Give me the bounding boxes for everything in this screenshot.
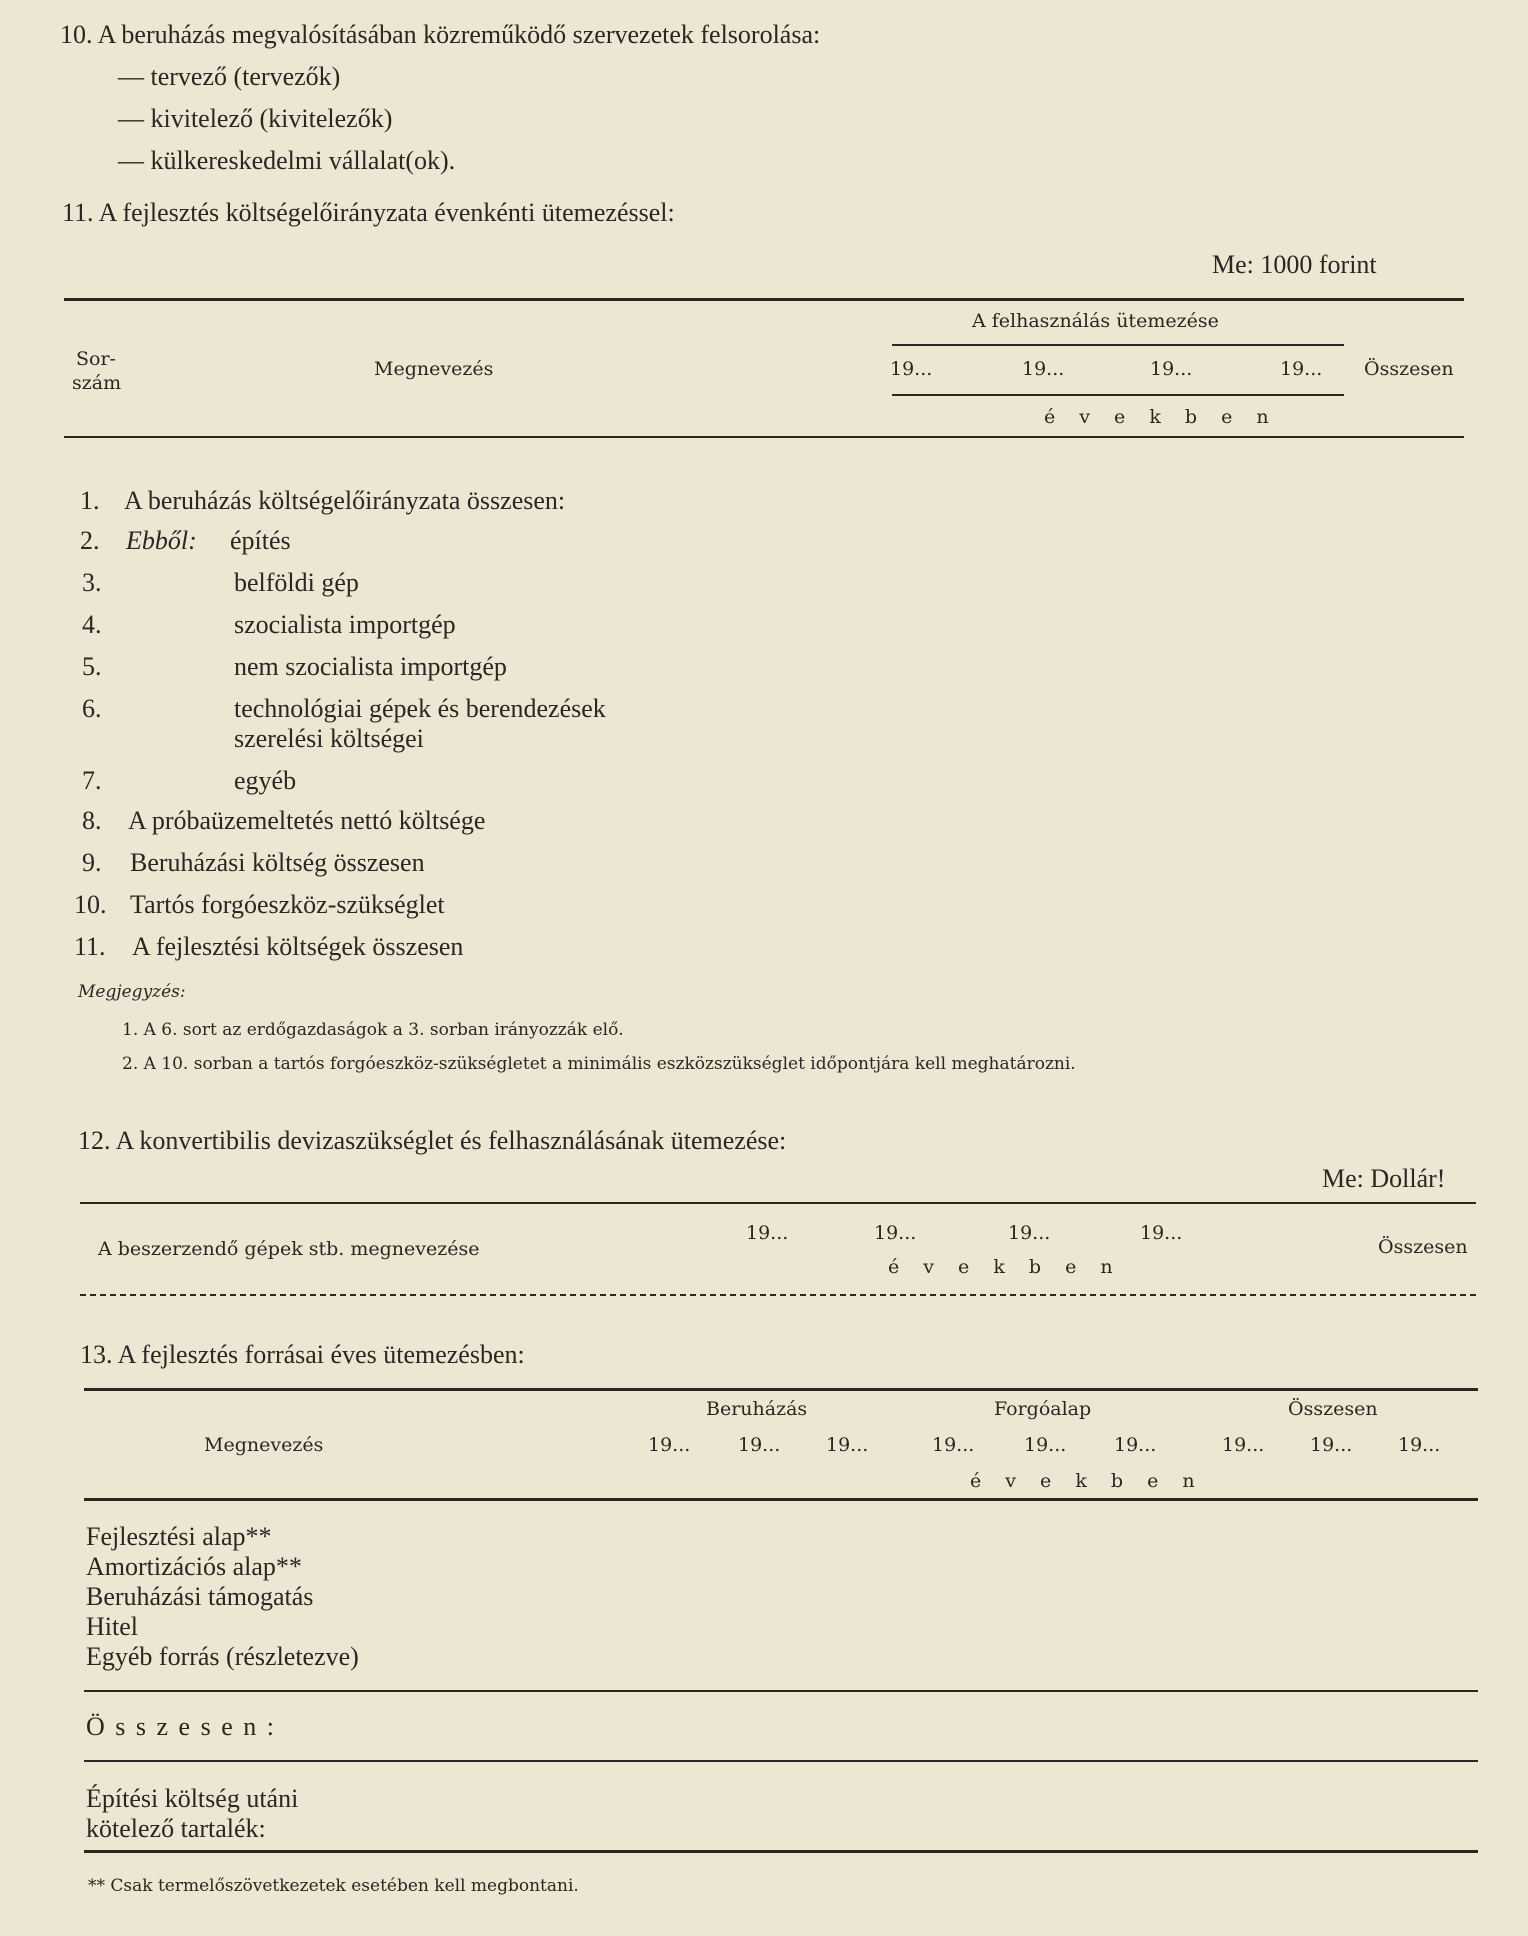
row-number: 2.	[80, 526, 100, 555]
col-header-year: 19...	[1398, 1434, 1441, 1456]
row-number: 4.	[82, 610, 102, 639]
source-item: Hitel	[86, 1612, 138, 1641]
row-number: 7.	[82, 766, 102, 795]
row-label: A beruházás költségelőirányzata összesen:	[124, 486, 566, 515]
col-header-total: Összesen	[1378, 1236, 1468, 1258]
col-header-year: 19...	[1222, 1434, 1265, 1456]
note: 1. A 6. sort az erdőgazdaságok a 3. sorban irányozzák elő.	[122, 1020, 624, 1040]
row-label: Beruházási költség összesen	[130, 848, 425, 877]
col-header-year: 19...	[1114, 1434, 1157, 1456]
source-item: Amortizációs alap**	[86, 1552, 302, 1581]
note: 2. A 10. sorban a tartós forgóeszköz-szükségletet a minimális eszközszükséglet időpontjára kell meghatározni.	[122, 1054, 1076, 1074]
col-header-year: 19...	[1140, 1222, 1183, 1244]
source-item: Egyéb forrás (részletezve)	[86, 1642, 359, 1671]
section10-item: — kivitelező (kivitelezők)	[118, 104, 393, 133]
col-group-header: Beruházás	[706, 1398, 808, 1420]
row-number: 11.	[74, 932, 106, 961]
col-header-evekben: é v e k b e n	[1044, 406, 1278, 428]
col-header-year: 19...	[1280, 358, 1323, 380]
col-header-year: 19...	[738, 1434, 781, 1456]
col-header-year: 19...	[874, 1222, 917, 1244]
col-header-evekben: é v e k b e n	[888, 1256, 1122, 1278]
row-label: technológiai gépek és berendezések	[234, 694, 606, 723]
row-number: 8.	[82, 806, 102, 835]
table-rule	[84, 1760, 1478, 1762]
section13-title: 13. A fejlesztés forrásai éves ütemezésben:	[80, 1340, 525, 1369]
col-header-sorszam: Sor-	[76, 348, 116, 370]
table-rule	[64, 298, 1464, 301]
col-header-year: 19...	[1022, 358, 1065, 380]
source-item: Beruházási támogatás	[86, 1582, 314, 1611]
col-header-group: A felhasználás ütemezése	[972, 310, 1219, 332]
reserve-label: Építési költség utáni	[86, 1784, 299, 1813]
col-header-sorszam: szám	[72, 372, 122, 394]
col-header-year: 19...	[1024, 1434, 1067, 1456]
row-number: 3.	[82, 568, 102, 597]
row-label: szocialista importgép	[234, 610, 456, 639]
row-number: 1.	[80, 486, 100, 515]
table-rule	[64, 436, 1464, 438]
table-rule	[80, 1294, 1476, 1296]
col-header-year: 19...	[890, 358, 933, 380]
row-number: 10.	[74, 890, 107, 919]
col-header-megnevezes: A beszerzendő gépek stb. megnevezése	[98, 1238, 480, 1260]
col-group-header: Forgóalap	[994, 1398, 1092, 1420]
col-header-year: 19...	[1008, 1222, 1051, 1244]
table-rule	[84, 1690, 1478, 1692]
row-label: A fejlesztési költségek összesen	[132, 932, 464, 961]
row-label: egyéb	[234, 766, 297, 795]
note-title: Megjegyzés:	[78, 982, 186, 1002]
col-header-year: 19...	[746, 1222, 789, 1244]
col-group-header: Összesen	[1288, 1398, 1378, 1420]
total-label: Ö s s z e s e n :	[86, 1712, 276, 1741]
footnote: ** Csak termelőszövetkezetek esetében kell megbontani.	[88, 1876, 579, 1896]
row-label: építés	[230, 526, 291, 555]
reserve-label: kötelező tartalék:	[86, 1814, 266, 1843]
section10-title: 10. A beruházás megvalósításában közreműködő szervezetek felsorolása:	[60, 20, 821, 49]
row-prefix: Ebből:	[126, 526, 197, 555]
table-rule	[84, 1388, 1478, 1391]
section11-title: 11. A fejlesztés költségelőirányzata évenkénti ütemezéssel:	[62, 198, 675, 227]
row-label: nem szocialista importgép	[234, 652, 507, 681]
col-header-evekben: é v e k b e n	[970, 1470, 1204, 1492]
section11-unit: Me: 1000 forint	[1212, 250, 1377, 279]
section12-unit: Me: Dollár!	[1322, 1164, 1446, 1193]
row-label: A próbaüzemeltetés nettó költsége	[128, 806, 486, 835]
row-label: Tartós forgóeszköz-szükséglet	[130, 890, 445, 919]
col-header-year: 19...	[1310, 1434, 1353, 1456]
row-label: belföldi gép	[234, 568, 359, 597]
col-header-year: 19...	[1150, 358, 1193, 380]
table-rule	[84, 1498, 1478, 1501]
col-header-year: 19...	[826, 1434, 869, 1456]
col-header-megnevezes: Megnevezés	[374, 358, 494, 380]
section10-item: — külkereskedelmi vállalat(ok).	[118, 146, 456, 175]
row-number: 5.	[82, 652, 102, 681]
row-number: 9.	[82, 848, 102, 877]
col-header-year: 19...	[932, 1434, 975, 1456]
table-rule	[80, 1202, 1476, 1204]
col-header-year: 19...	[648, 1434, 691, 1456]
row-number: 6.	[82, 694, 102, 723]
group-rule	[892, 394, 1344, 396]
row-label-continued: szerelési költségei	[234, 724, 424, 753]
col-header-megnevezes: Megnevezés	[204, 1434, 324, 1456]
group-rule	[892, 344, 1344, 346]
table-rule	[84, 1850, 1478, 1853]
source-item: Fejlesztési alap**	[86, 1522, 272, 1551]
col-header-total: Összesen	[1364, 358, 1454, 380]
section12-title: 12. A konvertibilis devizaszükséglet és felhasználásának ütemezése:	[78, 1126, 787, 1155]
section10-item: — tervező (tervezők)	[118, 62, 341, 91]
